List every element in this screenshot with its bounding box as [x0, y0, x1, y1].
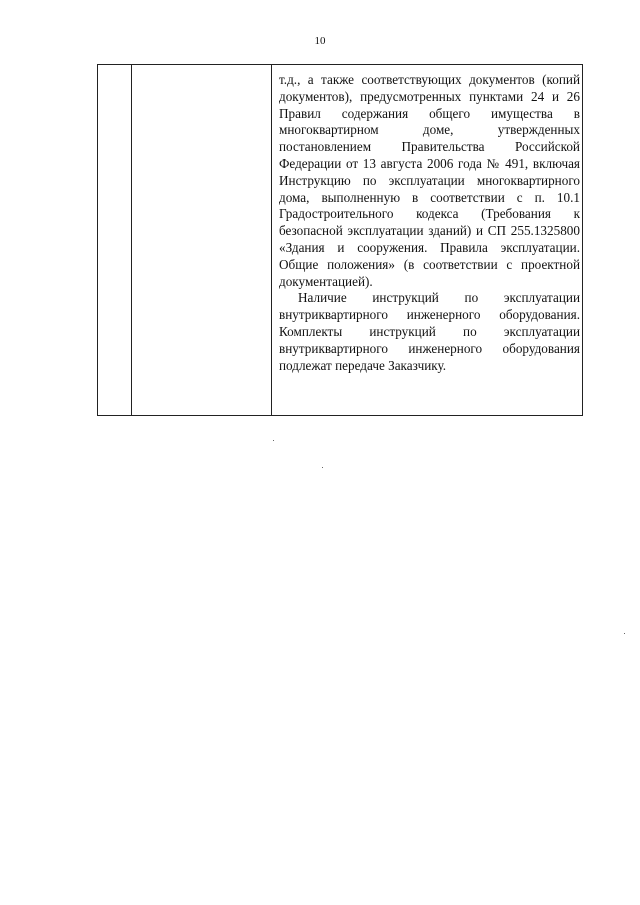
scan-speck — [624, 633, 625, 634]
column-divider — [271, 65, 272, 415]
paragraph-documents: т.д., а также соответствующих документов (копий документов), предусмотренных пунктами 24 и 26 Правил содержания общего имущества в многоквартирном доме, утвержденных постановлением Правительства Российской Федерации от 13 августа 2006 года № 491, включая Инструкцию по эксплуатации многоквартирного дома, выполненную в соответствии с п. 10.1 Градостроительного кодекса (Требования к безопасной эксплуатации зданий) и СП 255.1325800 «Здания и сооружения. Правила эксплуатации. Общие положения» (в соответствии с проектной документацией). — [279, 72, 580, 289]
requirements-table — [97, 64, 583, 416]
paragraph-instructions: Наличие инструкций по эксплуатации внутриквартирного инженерного оборудования. Комплекты инструкций по эксплуатации внутриквартирного инженерного оборудования подлежат передаче Заказчику. — [279, 290, 580, 373]
table-cell-requirements — [279, 72, 580, 374]
column-divider — [131, 65, 132, 415]
scan-speck — [322, 467, 323, 468]
scan-speck — [273, 440, 274, 441]
page-number: 10 — [314, 35, 326, 47]
